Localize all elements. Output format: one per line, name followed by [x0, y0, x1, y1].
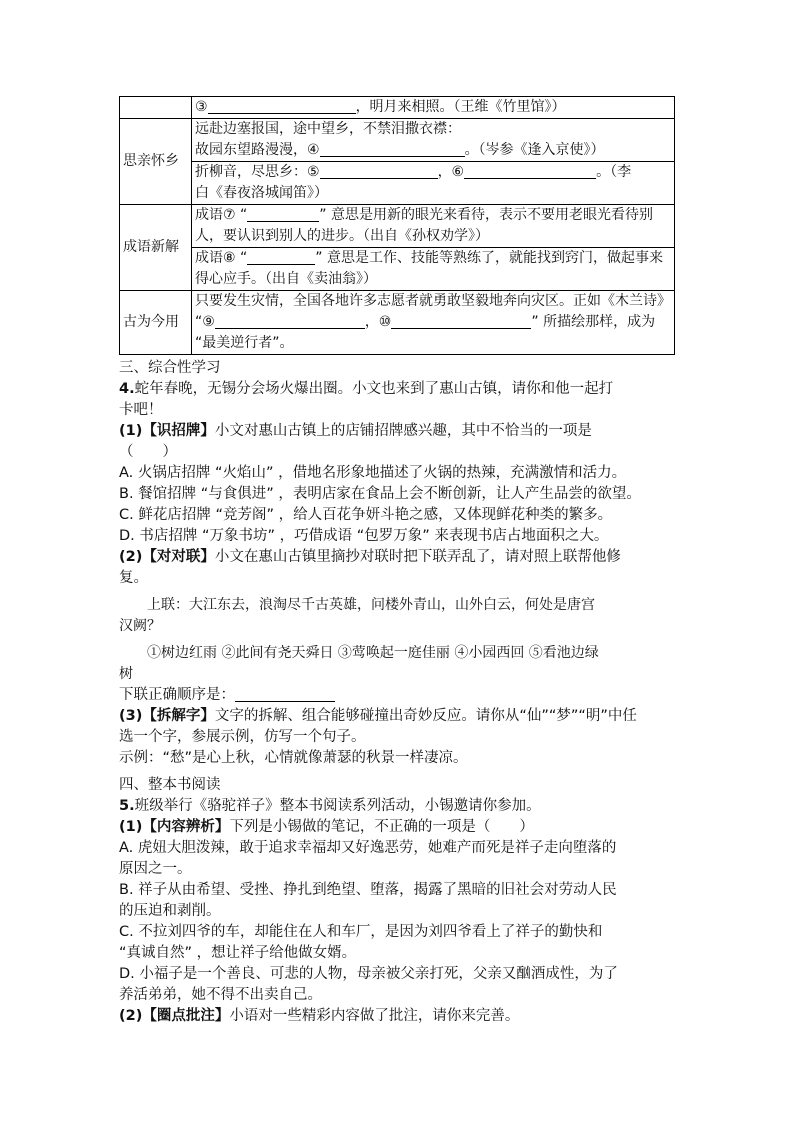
question-number: 5. — [119, 798, 135, 814]
section-title: 三、综合性学习 — [119, 360, 221, 376]
answer-blank-4[interactable] — [320, 141, 465, 157]
cell-text: ，⑥ — [437, 164, 465, 180]
table-row — [120, 248, 675, 291]
cell-text: ，明月来相照。（王维《竹里馆》） — [355, 99, 566, 115]
subquestion-text: 小语对一些精彩内容做了批注，请你来完善。 — [229, 1008, 520, 1024]
table-cell — [192, 97, 675, 119]
subquestion-text: 选一个字，参展示例，仿写一个句子。 — [119, 729, 366, 745]
example-text: 示例：“愁”是心上秋，心情就像萧瑟的秋景一样凄凉。 — [119, 750, 468, 766]
question-text: 班级举行《骆驼祥子》整本书阅读系列活动，小锡邀请你参加。 — [134, 798, 541, 814]
option-c[interactable]: C. 鲜花店招牌 “竞芳阁” ，给人百花争妍斗艳之感，又体现鲜花种类的繁多。 — [119, 507, 613, 523]
subquestion-text: 复。 — [119, 570, 148, 586]
subquestion-text: 小文在惠山古镇里摘抄对联时把下联弄乱了，请对照上联帮他修 — [214, 549, 621, 565]
answer-blank-5[interactable] — [320, 163, 438, 179]
cell-text: 。（李 — [596, 164, 632, 180]
table-row — [120, 205, 675, 248]
answer-blank-10[interactable] — [391, 313, 531, 329]
table-cell — [192, 248, 675, 291]
subquestion-text: 小文对惠山古镇上的店铺招牌感兴趣，其中不恰当的一项是 — [214, 423, 592, 439]
cell-text: 只要发生灾情，全国各地许多志愿者就勇敢坚毅地奔向灾区。正如《木兰诗》 — [195, 293, 671, 309]
table-cell — [192, 119, 675, 162]
subquestion-label: (2)【对对联】 — [119, 549, 215, 565]
subquestion-label: (2)【圈点批注】 — [119, 1008, 230, 1024]
cell-text: 成语⑦ “ — [195, 207, 248, 223]
option-d[interactable]: D. 小福子是一个善良、可悲的人物，母亲被父亲打死，父亲又酗酒成性，为了 — [119, 966, 618, 982]
answer-blank-8[interactable] — [247, 249, 315, 265]
cell-text: ” 所描绘那样，成为 — [531, 314, 656, 330]
cell-text: ” 意思是用新的眼光来看待，表示不要用老眼光看待别 — [319, 207, 653, 223]
option-a[interactable]: A. 虎妞大胆泼辣，敢于追求幸福却又好逸恶劳，她难产而死是祥子走向堕落的 — [119, 840, 617, 856]
cell-text: 折柳音，尽思乡：⑤ — [195, 164, 320, 180]
section-comprehensive-learning — [119, 358, 719, 769]
cell-text: 白《春夜洛城闻笛》） — [195, 185, 328, 201]
item-number: ③ — [195, 99, 208, 115]
cell-text: 故园东望路漫漫，④ — [195, 142, 320, 158]
cell-text: “最美逆行者”。 — [195, 335, 294, 351]
subquestion-label: (1)【识招牌】 — [119, 423, 215, 439]
cell-text: 得心应手。（出自《卖油翁》） — [195, 271, 377, 287]
table-row — [120, 97, 675, 119]
option-b[interactable]: B. 餐馆招牌 “与食俱进” ，表明店家在食品上会不断创新，让人产生品尝的欲望。 — [119, 486, 641, 502]
answer-blank-3[interactable] — [208, 98, 356, 114]
cell-text: 成语⑧ “ — [195, 250, 248, 266]
category-cell-empty — [120, 97, 192, 119]
couplet-upper: 汉阙？ — [119, 618, 161, 634]
option-d: 养活弟弟，她不得不出卖自己。 — [119, 987, 322, 1003]
option-c[interactable]: C. 不拉刘四爷的车，却能住在人和车厂，是因为刘四爷看上了祥子的勤快和 — [119, 924, 603, 940]
answer-blank-7[interactable] — [247, 206, 319, 222]
option-c: “真诚自然” ，想让祥子给他做女婿。 — [119, 945, 357, 961]
answer-paren[interactable]: （ ） — [119, 444, 177, 460]
option-b[interactable]: B. 祥子从由希望、受挫、挣扎到绝望、堕落，揭露了黑暗的旧社会对劳动人民 — [119, 882, 617, 898]
table-row — [120, 119, 675, 162]
question-text: 蛇年春晚，无锡分会场火爆出圈。小文也来到了惠山古镇，请你和他一起打 — [134, 381, 614, 397]
answer-label: 下联正确顺序是： — [119, 687, 235, 703]
answer-blank-6[interactable] — [464, 163, 596, 179]
option-b: 的压迫和剥削。 — [119, 903, 221, 919]
question-text: 卡吧！ — [119, 402, 163, 418]
table-cell — [192, 205, 675, 248]
couplet-fragments: 树 — [119, 666, 133, 682]
poetry-fill-table — [119, 96, 675, 355]
cell-text: “⑨ — [195, 314, 215, 330]
category-cell: 古为今用 — [120, 291, 192, 355]
section-whole-book-reading — [119, 775, 719, 1027]
subquestion-text: 文字的拆解、组合能够碰撞出奇妙反应。请你从“仙”“梦”“明”中任 — [214, 708, 637, 724]
table-cell — [192, 162, 675, 205]
table-row — [120, 162, 675, 205]
table-row — [120, 291, 675, 355]
answer-blank-9[interactable] — [215, 313, 365, 329]
section-title: 四、整本书阅读 — [119, 777, 221, 793]
table-cell — [192, 291, 675, 355]
cell-text: ，⑩ — [364, 314, 392, 330]
cell-text: ” 意思是工作、技能等熟练了，就能找到窍门，做起事来 — [315, 250, 663, 266]
cell-text: 远赴边塞报国，途中望乡，不禁泪撒衣襟： — [195, 121, 461, 137]
option-a: 原因之一。 — [119, 861, 192, 877]
question-number: 4. — [119, 381, 135, 397]
subquestion-text: 下列是小锡做的笔记，不正确的一项是（ ） — [229, 819, 534, 835]
option-d[interactable]: D. 书店招牌 “万象书坊” ，巧借成语 “包罗万象” 来表现书店占地面积之大。 — [119, 528, 609, 544]
subquestion-label: (3)【拆解字】 — [119, 708, 215, 724]
category-cell: 思亲怀乡 — [120, 119, 192, 205]
couplet-fragments: ①树边红雨 ②此间有尧天舜日 ③莺唤起一庭佳丽 ④小园西回 ⑤看池边绿 — [147, 645, 599, 661]
category-cell: 成语新解 — [120, 205, 192, 291]
option-a[interactable]: A. 火锅店招牌 “火焰山” ，借地名形象地描述了火锅的热辣，充满激情和活力。 — [119, 465, 627, 481]
cell-text: 人，要认识到别人的进步。（出自《孙权劝学》） — [195, 228, 489, 244]
cell-text: 。（岑参《逢入京使》） — [464, 142, 605, 158]
couplet-upper: 上联：大江东去，浪淘尽千古英雄，问楼外青山，山外白云，何处是唐宫 — [147, 597, 595, 613]
subquestion-label: (1)【内容辨析】 — [119, 819, 230, 835]
answer-blank-order[interactable] — [235, 686, 335, 702]
